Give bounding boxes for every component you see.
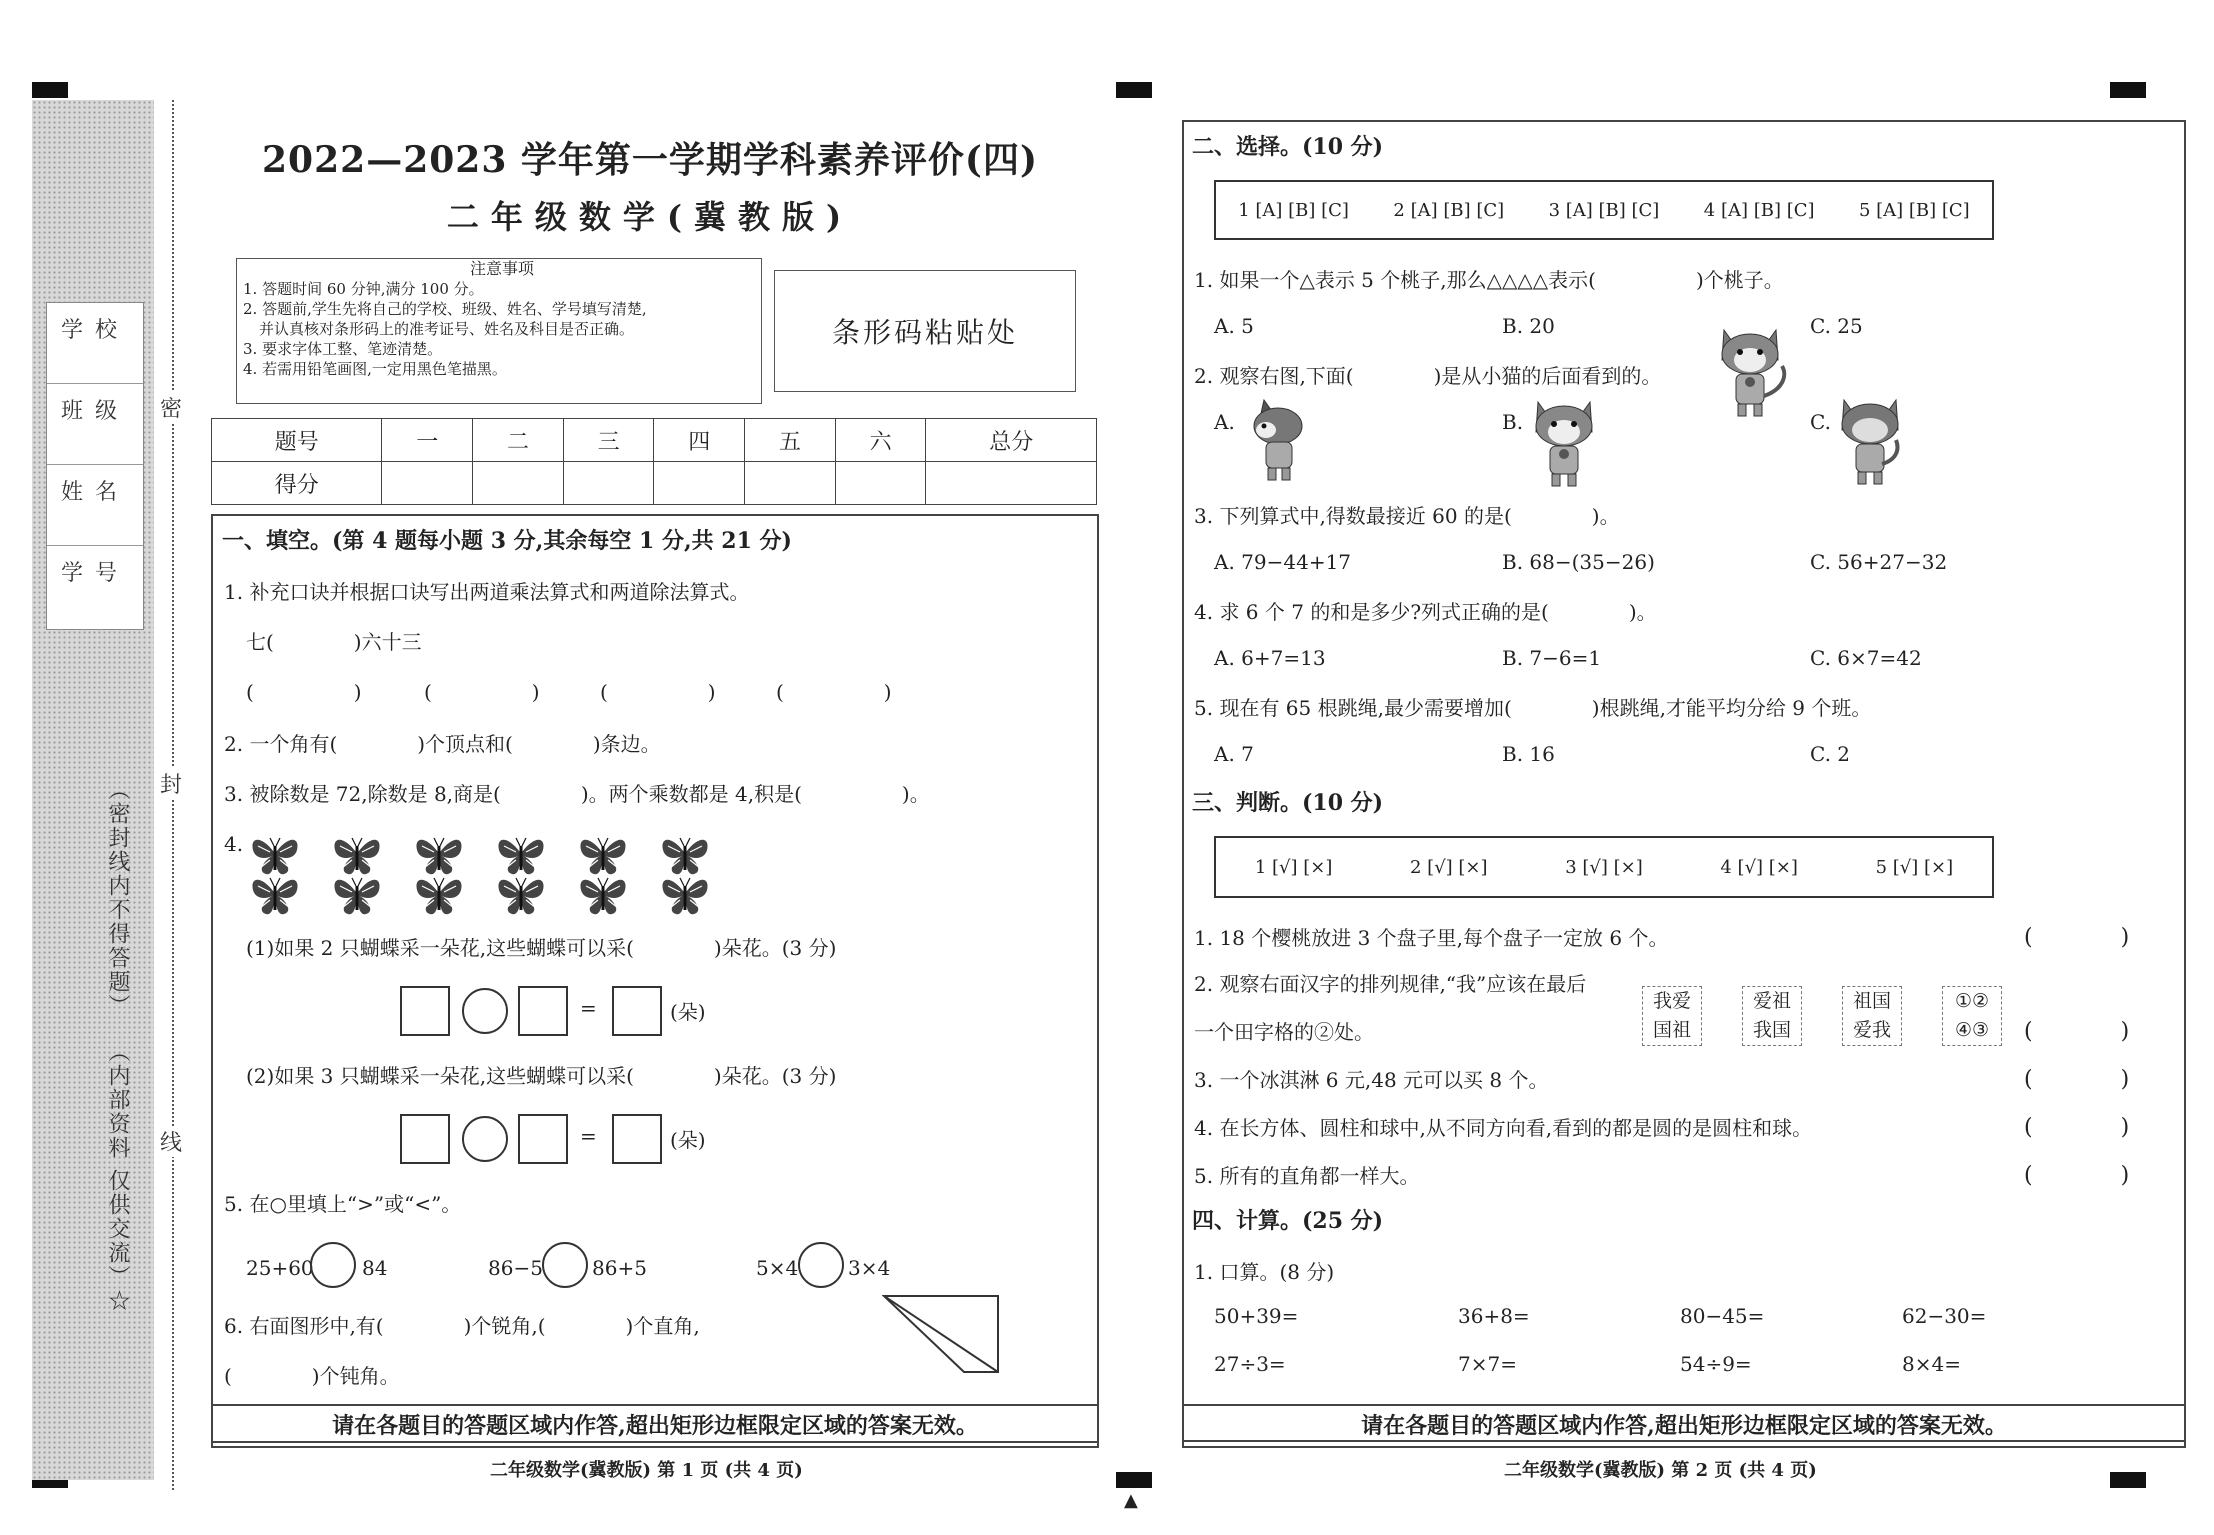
compare-circle[interactable] (542, 1242, 588, 1288)
q1-mnemonic: 七( )六十三 (246, 630, 422, 654)
q1-blank[interactable]: ( ) (246, 680, 362, 704)
s3-q2-text-cont: 一个田字格的②处。 (1194, 1020, 1374, 1044)
calc-item: 54÷9= (1680, 1352, 1752, 1376)
section3-title: 三、判断。(10 分) (1192, 790, 1384, 816)
answer-option[interactable]: 5 [√] [×] (1875, 856, 1954, 878)
registration-mark (2110, 82, 2146, 98)
option: B. 16 (1502, 742, 1555, 766)
s3-q1-text: 1. 18 个樱桃放进 3 个盘子里,每个盘子一定放 6 个。 (1194, 926, 1669, 950)
notice-heading: 注意事项 (469, 259, 534, 278)
s3-q4-text: 4. 在长方体、圆柱和球中,从不同方向看,看到的都是圆的是圆柱和球。 (1194, 1116, 1813, 1140)
option: B. 7−6=1 (1502, 646, 1602, 670)
score-header: 总分 (926, 419, 1097, 462)
q1-blank[interactable]: ( ) (424, 680, 540, 704)
score-header: 六 (835, 419, 926, 462)
calc-item: 36+8= (1458, 1304, 1530, 1328)
compare-circle[interactable] (798, 1242, 844, 1288)
choice-answer-sheet[interactable] (1214, 180, 1994, 240)
tian-grid: 爱祖 我国 (1742, 986, 1802, 1046)
cat-front-image (1716, 320, 1792, 424)
registration-mark (1116, 1472, 1152, 1488)
page-number: 二年级数学(冀教版) 第 2 页 (共 4 页) (1504, 1460, 1817, 1481)
answer-option[interactable]: 4 [√] [×] (1720, 856, 1798, 878)
option: B. (1502, 410, 1524, 434)
answer-square[interactable] (400, 986, 450, 1036)
answer-option[interactable]: 2 [√] [×] (1410, 856, 1488, 878)
page-number: 二年级数学(冀教版) 第 1 页 (共 4 页) (490, 1460, 803, 1481)
notice-item: 2. 答题前,学生先将自己的学校、班级、姓名、学号填写清楚, (243, 300, 647, 318)
calc-item: 62−30= (1902, 1304, 1987, 1328)
class-field[interactable]: 班级 (47, 384, 143, 465)
option: C. 56+27−32 (1810, 550, 1948, 574)
butterflies-image (250, 832, 720, 920)
q1-text: 1. 补充口诀并根据口诀写出两道乘法算式和两道除法算式。 (224, 580, 750, 604)
exam-subtitle: 二年级数学(冀教版) (446, 198, 854, 236)
compare-right: 86+5 (592, 1256, 647, 1280)
answer-square[interactable] (612, 986, 662, 1036)
footer-note: 请在各题目的答题区域内作答,超出矩形边框限定区域的答案无效。 (211, 1404, 1099, 1448)
compare-circle[interactable] (310, 1242, 356, 1288)
answer-paren[interactable]: ( ) (2024, 1067, 2130, 1092)
tian-grid-positions: ①② ④③ (1942, 986, 2002, 1046)
page2-box (1182, 120, 2186, 1442)
option: C. (1810, 410, 1831, 434)
compare-right: 84 (362, 1256, 388, 1280)
unit-label: (朵) (670, 1000, 706, 1024)
score-cell[interactable] (926, 462, 1097, 505)
option: C. 6×7=42 (1810, 646, 1922, 670)
equals-sign: = (580, 996, 597, 1020)
barcode-area: 条形码粘贴处 (774, 270, 1076, 392)
answer-option[interactable]: 5 [A] [B] [C] (1858, 199, 1970, 221)
section4-title: 四、计算。(25 分) (1192, 1208, 1384, 1234)
compare-left: 86−5 (488, 1256, 543, 1280)
q1-blank[interactable]: ( ) (600, 680, 716, 704)
answer-option[interactable]: 3 [√] [×] (1565, 856, 1643, 878)
seal-char: 封 (160, 768, 182, 799)
section1-title: 一、填空。(第 4 题每小题 3 分,其余每空 1 分,共 21 分) (222, 528, 792, 554)
s2-q1-text: 1. 如果一个△表示 5 个桃子,那么△△△△表示( )个桃子。 (1194, 268, 1784, 292)
score-table (211, 418, 1097, 505)
answer-circle[interactable] (462, 988, 508, 1034)
notice-item: 3. 要求字体工整、笔迹清楚。 (243, 340, 443, 358)
option: A. 5 (1214, 314, 1254, 338)
option: C. 2 (1810, 742, 1851, 766)
s2-q4-text: 4. 求 6 个 7 的和是多少?列式正确的是( )。 (1194, 600, 1657, 624)
registration-mark (32, 82, 68, 98)
seal-char: 密 (160, 392, 182, 423)
answer-paren[interactable]: ( ) (2024, 1163, 2130, 1188)
score-cell[interactable] (835, 462, 926, 505)
q6-text-cont: ( )个钝角。 (224, 1364, 400, 1388)
equals-sign: = (580, 1124, 597, 1148)
q1-blank[interactable]: ( ) (776, 680, 892, 704)
score-row-label: 得分 (212, 462, 382, 505)
student-id-field[interactable]: 学号 (60, 561, 129, 586)
q4-1-text: (1)如果 2 只蝴蝶采一朵花,这些蝴蝶可以采( )朵花。(3 分) (246, 936, 837, 960)
compare-right: 3×4 (848, 1256, 891, 1280)
student-info-box (46, 302, 144, 630)
compare-left: 5×4 (756, 1256, 799, 1280)
q4-2-text: (2)如果 3 只蝴蝶采一朵花,这些蝴蝶可以采( )朵花。(3 分) (246, 1064, 837, 1088)
answer-circle[interactable] (462, 1116, 508, 1162)
answer-paren[interactable]: ( ) (2024, 925, 2130, 950)
answer-option[interactable]: 3 [A] [B] [C] (1548, 199, 1660, 221)
score-header: 三 (563, 419, 654, 462)
s2-q2-text: 2. 观察右图,下面( )是从小猫的后面看到的。 (1194, 364, 1662, 388)
answer-option[interactable]: 1 [A] [B] [C] (1238, 199, 1349, 221)
notice-box (236, 258, 762, 404)
option: A. (1214, 410, 1235, 434)
answer-option[interactable]: 4 [A] [B] [C] (1703, 199, 1815, 221)
answer-option[interactable]: 1 [√] [×] (1254, 856, 1333, 878)
judge-answer-sheet[interactable] (1214, 836, 1994, 898)
section2-title: 二、选择。(10 分) (1192, 134, 1384, 160)
cat-back-image (1836, 390, 1908, 490)
q6-text: 6. 右面图形中,有( )个锐角,( )个直角, (224, 1314, 700, 1338)
tian-grid: 祖国 爱我 (1842, 986, 1902, 1046)
calc-item: 8×4= (1902, 1352, 1961, 1376)
cat-front-image-b (1530, 394, 1606, 494)
unit-label: (朵) (670, 1128, 706, 1152)
quadrilateral-figure (882, 1294, 1002, 1380)
q5-text: 5. 在○里填上“>”或“<”。 (224, 1192, 462, 1216)
registration-mark (1116, 82, 1152, 98)
calc-item: 7×7= (1458, 1352, 1517, 1376)
score-cell[interactable] (473, 462, 564, 505)
internal-note: （内部资料 仅供交流）☆ (105, 1040, 130, 1313)
calc-item: 27÷3= (1214, 1352, 1286, 1376)
seal-note: （密封线内不得答题） (105, 778, 130, 1018)
calc-item: 50+39= (1214, 1304, 1299, 1328)
q3-text: 3. 被除数是 72,除数是 8,商是( )。两个乘数都是 4,积是( )。 (224, 782, 930, 806)
school-field[interactable]: 学校 (47, 303, 143, 384)
s4-q1-text: 1. 口算。(8 分) (1194, 1260, 1335, 1284)
option: B. 68−(35−26) (1502, 550, 1655, 574)
footer-note: 请在各题目的答题区域内作答,超出矩形边框限定区域的答案无效。 (1182, 1404, 2186, 1448)
notice-item: 并认真核对条形码上的准考证号、姓名及科目是否正确。 (259, 320, 635, 338)
cat-side-image (1244, 394, 1316, 488)
answer-square[interactable] (518, 986, 568, 1036)
tian-grid: 我爱 国祖 (1642, 986, 1702, 1046)
score-cell[interactable] (382, 462, 473, 505)
answer-square[interactable] (400, 1114, 450, 1164)
q2-text: 2. 一个角有( )个顶点和( )条边。 (224, 732, 661, 756)
score-header: 四 (654, 419, 745, 462)
option: A. 6+7=13 (1214, 646, 1326, 670)
q4-number: 4. (224, 832, 244, 856)
s3-q5-text: 5. 所有的直角都一样大。 (1194, 1164, 1420, 1188)
option: A. 7 (1214, 742, 1254, 766)
score-cell[interactable] (745, 462, 836, 505)
score-cell[interactable] (563, 462, 654, 505)
score-header: 五 (745, 419, 836, 462)
score-cell[interactable] (654, 462, 745, 505)
answer-square[interactable] (612, 1114, 662, 1164)
name-field[interactable]: 姓名 (47, 465, 143, 546)
registration-mark (2110, 1472, 2146, 1488)
option: C. 25 (1810, 314, 1863, 338)
score-header: 二 (473, 419, 564, 462)
score-header: 一 (382, 419, 473, 462)
answer-paren[interactable]: ( ) (2024, 1019, 2130, 1044)
s2-q3-text: 3. 下列算式中,得数最接近 60 的是( )。 (1194, 504, 1620, 528)
compare-left: 25+60 (246, 1256, 314, 1280)
answer-option[interactable]: 2 [A] [B] [C] (1393, 199, 1505, 221)
s3-q3-text: 3. 一个冰淇淋 6 元,48 元可以买 8 个。 (1194, 1068, 1549, 1092)
option: A. 79−44+17 (1214, 550, 1352, 574)
answer-paren[interactable]: ( ) (2024, 1115, 2130, 1140)
answer-square[interactable] (518, 1114, 568, 1164)
option: B. 20 (1502, 314, 1555, 338)
triangle-marker-icon: ▲ (1124, 1490, 1138, 1511)
score-header: 题号 (212, 419, 382, 462)
notice-item: 4. 若需用铅笔画图,一定用黑色笔描黑。 (243, 360, 507, 378)
exam-title: 2022—2023 学年第一学期学科素养评价(四) (262, 139, 1038, 181)
s3-q2-text: 2. 观察右面汉字的排列规律,“我”应该在最后 (1194, 972, 1587, 996)
s2-q5-text: 5. 现在有 65 根跳绳,最少需要增加( )根跳绳,才能平均分给 9 个班。 (1194, 696, 1872, 720)
notice-item: 1. 答题时间 60 分钟,满分 100 分。 (243, 280, 484, 298)
seal-char: 线 (160, 1126, 182, 1157)
calc-item: 80−45= (1680, 1304, 1765, 1328)
